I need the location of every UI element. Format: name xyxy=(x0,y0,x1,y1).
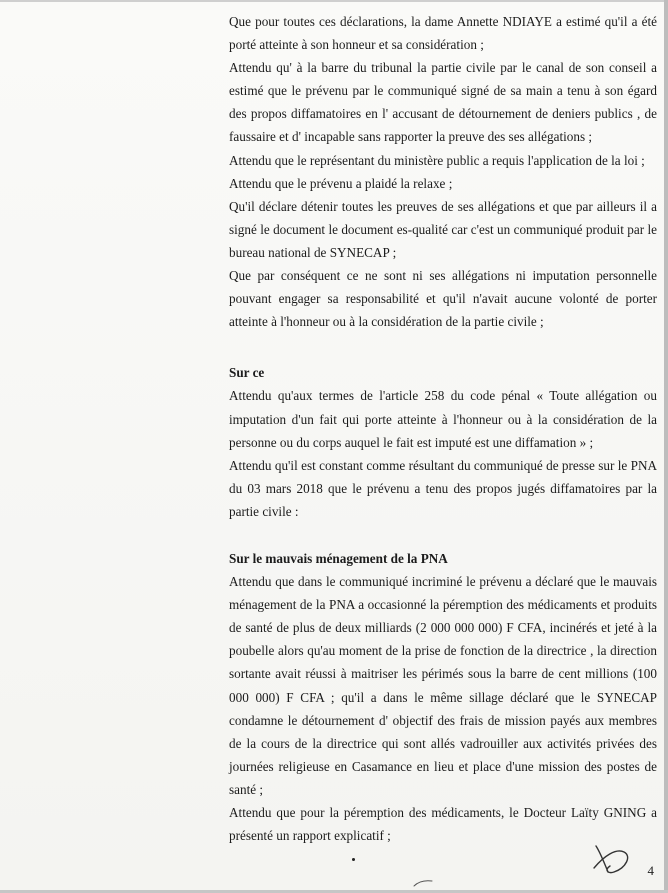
paragraph: Attendu qu'il est constant comme résultant du communiqué de presse sur le PNA du 03 mars 2018 que le prévenu a tenu des propos jugés diffamatoires par la partie civile : xyxy=(229,457,657,519)
document-body xyxy=(229,10,657,847)
page-number: 4 xyxy=(647,863,654,878)
paragraph: Qu'il déclare détenir toutes les preuves de ses allégations et que par ailleurs il a signé le document le document es-qualité car c'est un communiqué produit par le bureau national de SYNECAP ; xyxy=(229,198,657,260)
ink-dot xyxy=(352,858,355,861)
section-spacer xyxy=(229,333,657,361)
paragraph: Attendu que le représentant du ministère public a requis l'application de la loi ; xyxy=(229,152,645,168)
paragraph: Attendu que pour la péremption des médicaments, le Docteur Laïty GNING a présenté un rapport explicatif ; xyxy=(229,805,657,844)
page-top-edge xyxy=(0,0,668,2)
page-right-edge xyxy=(664,0,668,893)
pen-mark-icon xyxy=(412,878,434,888)
handwritten-initials-icon xyxy=(590,838,634,880)
paragraph: Que par conséquent ce ne sont ni ses allégations ni imputation personnelle pouvant engager sa responsabilité et qu'il n'avait aucune volonté de porter atteinte à l'honneur ou à la considération de la partie civile ; xyxy=(229,268,657,330)
section-heading-sur-ce: Sur ce xyxy=(229,365,265,381)
paragraph: Que pour toutes ces déclarations, la dame Annette NDIAYE a estimé qu'il a été porté atteinte à son honneur et sa considération ; xyxy=(229,14,657,53)
paragraph: Attendu qu'aux termes de l'article 258 du code pénal « Toute allégation ou imputation d'un fait qui porte atteinte à l'honneur ou à la considération de la personne ou du corps auquel le fait est imputé est une diffamation » ; xyxy=(229,388,657,450)
section-heading-mauvais-menagement: Sur le mauvais ménagement de la PNA xyxy=(229,550,448,566)
paragraph: Attendu qu' à la barre du tribunal la partie civile par le canal de son conseil a estimé que le prévenu par le communiqué signé de sa main a tenu à son égard des propos diffamatoires en l' accusant de détournement de deniers publics , de faussaire et d' incapable sans rapporter la preuve des ses allégations ; xyxy=(229,60,657,145)
paragraph: Attendu que dans le communiqué incriminé le prévenu a déclaré que le mauvais ménagement de la PNA a occasionné la péremption des médicaments et produits de santé de plus de deux milliards (2 000 000 000) F CFA, incinérés et jeté à la poubelle alors qu'au moment de la prise de fonction de la directrice , la direction sortante avait réussi à maitriser les périmés sous la barre de cent millions (100 000 000) F CFA ; qu'il a dans le même sillage déclaré que le SYNECAP condamne le détournement d' objectif des frais de mission payés aux membres de la cours de la directrice qui sont allés vadrouiller aux activités privées des journées religieuse en Casamance en lieu et place d'une mission des postes de santé ; xyxy=(229,574,657,797)
paragraph: Attendu que le prévenu a plaidé la relaxe ; xyxy=(229,175,453,191)
section-spacer xyxy=(229,523,657,547)
